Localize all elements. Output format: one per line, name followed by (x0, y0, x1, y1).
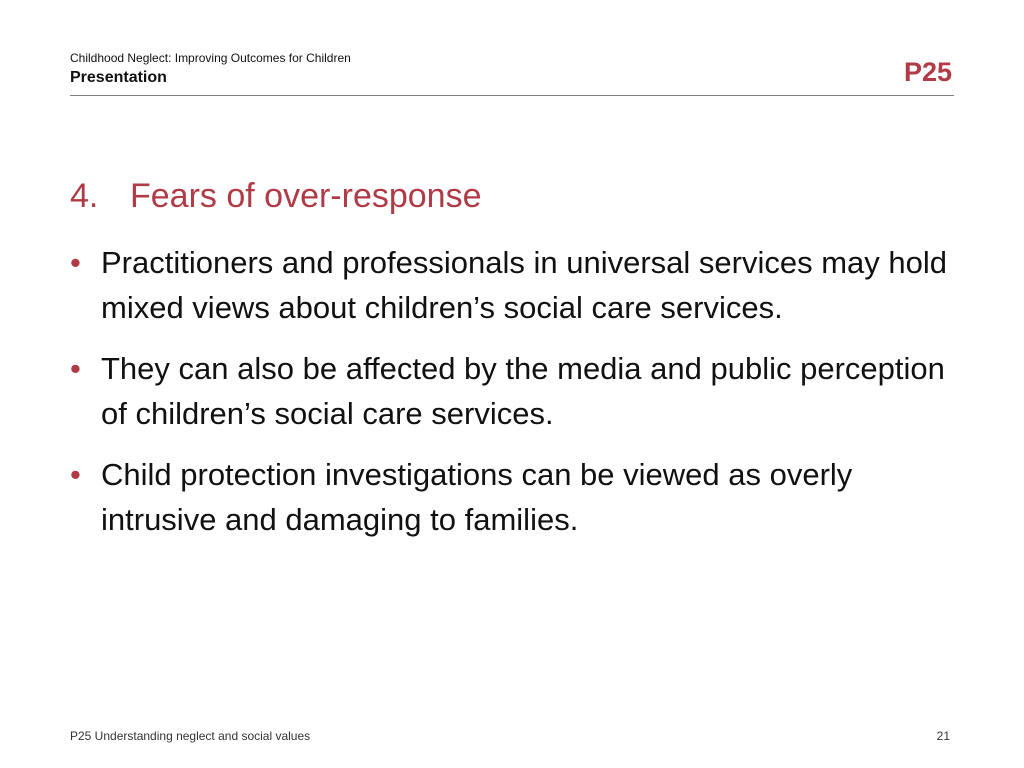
slide-heading-number: 4. (70, 177, 99, 215)
bullet-text: They can also be affected by the media and public perception of children’s social care services. (101, 351, 945, 431)
bullet-dot-icon: • (70, 245, 81, 280)
header-divider (70, 95, 954, 96)
slide-heading (70, 175, 482, 217)
bullet-item (70, 240, 960, 330)
bullet-dot-icon: • (70, 351, 81, 386)
header-code: P25 (903, 57, 952, 87)
bullet-text: Child protection investigations can be viewed as overly intrusive and damaging to families. (101, 457, 853, 537)
slide-heading-text: Fears of over-response (130, 177, 482, 215)
bullet-dot-icon: • (70, 457, 81, 492)
bullet-item (70, 452, 960, 542)
bullet-item (70, 346, 960, 436)
page-number: 21 (936, 729, 950, 743)
bullet-text: Practitioners and professionals in universal services may hold mixed views about children’s social care services. (101, 245, 948, 325)
header-subtitle: Childhood Neglect: Improving Outcomes for Children (70, 51, 351, 65)
footer-text: P25 Understanding neglect and social values (70, 729, 311, 743)
bullet-list (70, 240, 960, 558)
header-title: Presentation (70, 69, 167, 86)
